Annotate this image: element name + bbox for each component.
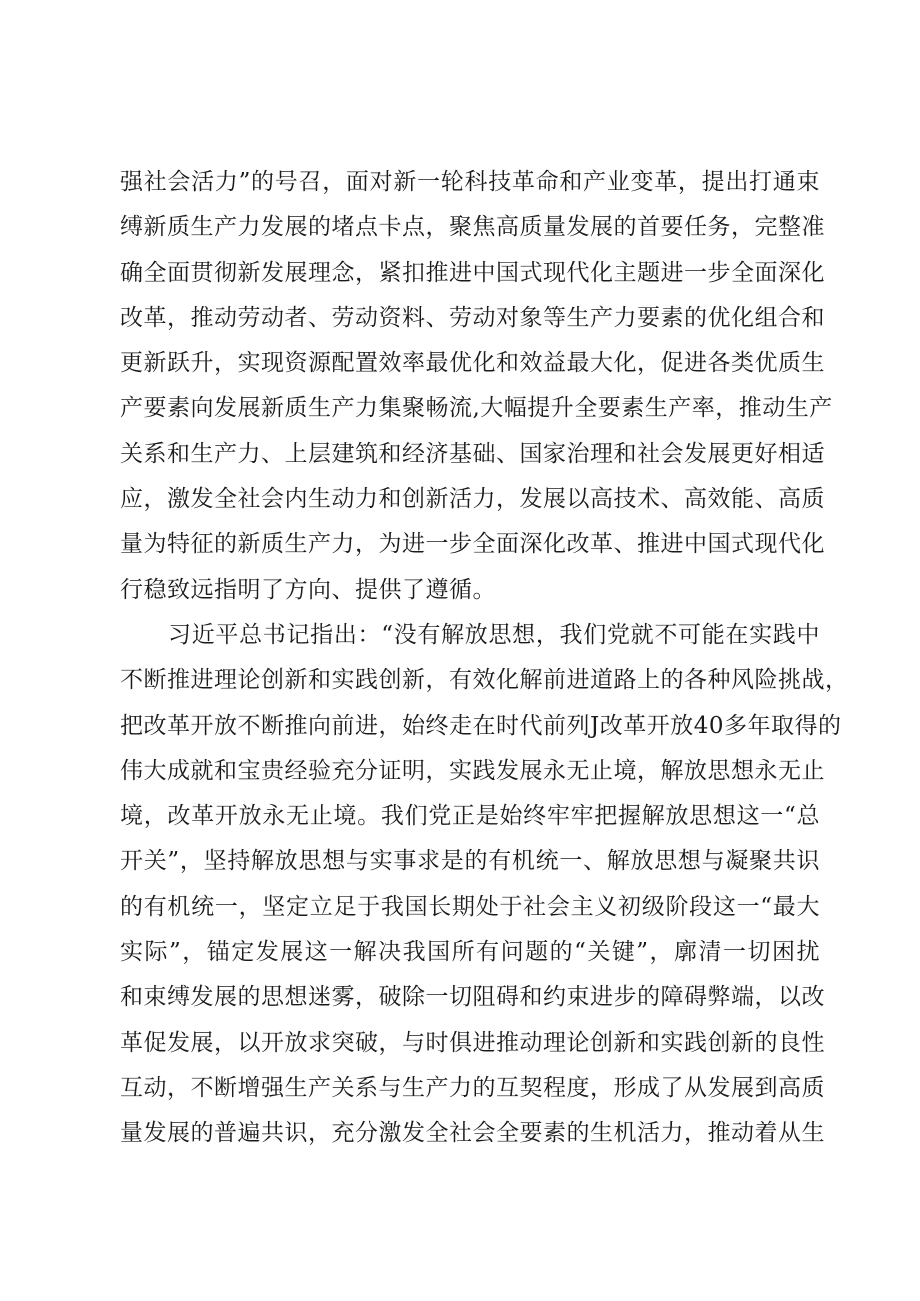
text-line: 量为特征的新质生产力，为进一步全面深化改革、推进中国式现代化 — [120, 531, 825, 558]
paragraph — [120, 160, 833, 613]
text-line: 更新跃升，实现资源配置效率最优化和效益最大化，促进各类优质生 — [120, 350, 825, 377]
text-line: 实际”，锚定发展这一解决我国所有问题的“关键”，廓清一切困扰 — [120, 939, 820, 966]
text-line: 改革，推动劳动者、劳动资料、劳动对象等生产力要素的优化组合和 — [120, 304, 825, 331]
text-line: 开关”，坚持解放思想与实事求是的有机统一、解放思想与凝聚共识 — [120, 848, 820, 875]
text-line: 关系和生产力、上层建筑和经济基础、国家治理和社会发展更好相适 — [120, 440, 825, 467]
text-line: 习近平总书记指出：“没有解放思想，我们党就不可能在实践中 — [168, 621, 820, 648]
text-line: 应，激发全社会内生动力和创新活力，发展以高技术、高效能、高质 — [120, 486, 825, 513]
text-line: 的有机统一，坚定立足于我国长期处于社会主义初级阶段这一“最大 — [120, 893, 820, 920]
text-line: 境，改革开放永无止境。我们党正是始终牢牢把握解放思想这一“总 — [120, 803, 820, 830]
document-body — [120, 160, 849, 1157]
text-line: 和束缚发展的思想迷雾，破除一切阻碍和约束进步的障碍弊端，以改 — [120, 984, 825, 1011]
text-line: 确全面贯彻新发展理念，紧扣推进中国式现代化主题进一步全面深化 — [120, 259, 825, 286]
text-line: 伟大成就和宝贵经验充分证明，实践发展永无止境，解放思想永无止 — [120, 757, 825, 784]
text-line: 强社会活力”的号召，面对新一轮科技革命和产业变革，提出打通束 — [120, 169, 820, 195]
text-line: 行稳致远指明了方向、提供了遵循。 — [120, 576, 496, 603]
paragraph — [120, 613, 849, 1157]
text-line: 量发展的普遍共识，充分激发全社会全要素的生机活力，推动着从生 — [120, 1120, 825, 1147]
text-line: 缚新质生产力发展的堵点卡点，聚焦高质量发展的首要任务，完整准 — [120, 214, 825, 241]
text-line: 把改革开放不断推向前进，始终走在时代前列J改革开放40多年取得的 — [120, 712, 842, 739]
text-line: 互动，不断增强生产关系与生产力的互契程度，形成了从发展到高质 — [120, 1074, 825, 1101]
text-line: 革促发展，以开放求突破，与时俱进推动理论创新和实践创新的良性 — [120, 1029, 825, 1056]
text-line: 不断推进理论创新和实践创新，有效化解前进道路上的各种风险挑战， — [120, 667, 849, 694]
text-line: 产要素向发展新质生产力集聚畅流,大幅提升全要素生产率，推动生产 — [120, 395, 833, 422]
